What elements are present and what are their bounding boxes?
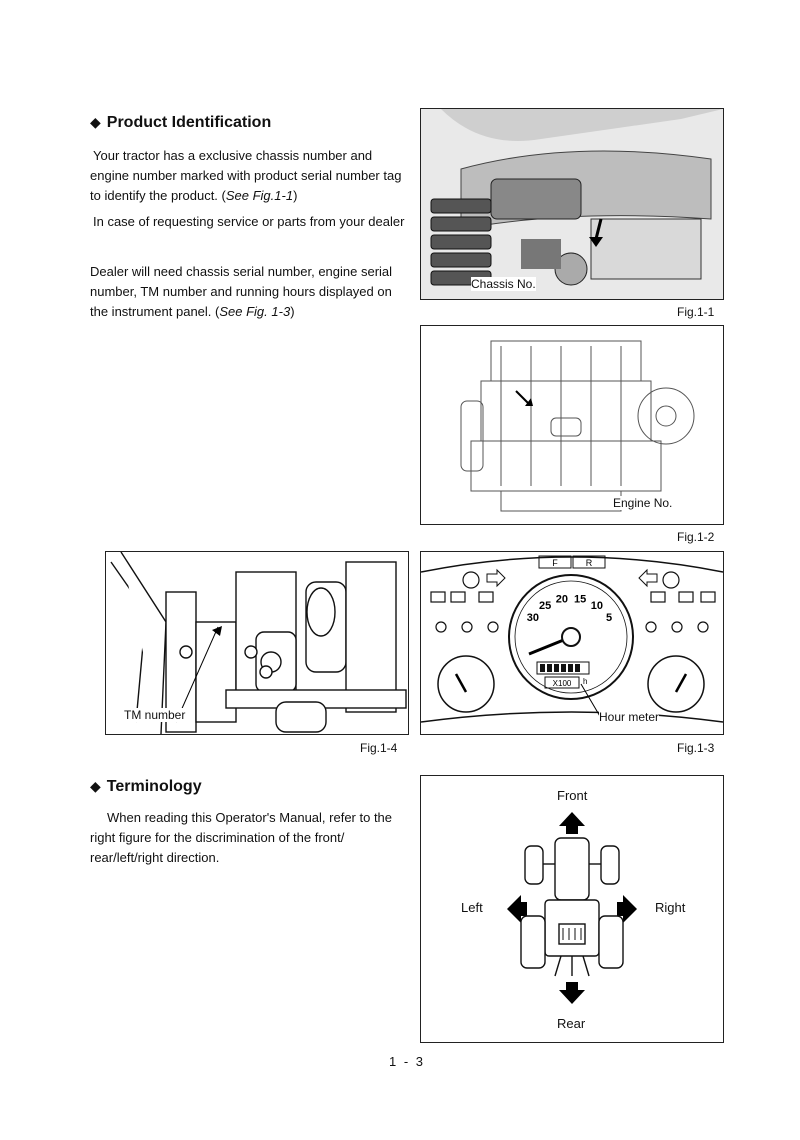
hour-meter-multiplier: X100 bbox=[552, 679, 572, 688]
figure-caption-1-2: Fig.1-2 bbox=[677, 530, 715, 544]
rear-arrow-icon bbox=[559, 982, 585, 1004]
gauge-number: 20 bbox=[555, 593, 569, 606]
paragraph-identification: Your tractor has a exclusive chassis number and engine number marked with product serial number tag to identify the product. (See Fig.1-1) bbox=[90, 148, 402, 203]
reverse-indicator: R bbox=[585, 558, 593, 568]
figure-engine-drawing bbox=[420, 325, 724, 525]
figure-reference: See Fig. 1-3 bbox=[219, 304, 291, 319]
figure-caption-1-1: Fig.1-1 bbox=[677, 305, 715, 319]
direction-label-right: Right bbox=[655, 900, 686, 915]
figure-caption-1-3: Fig.1-3 bbox=[677, 741, 715, 755]
chassis-number-label: Chassis No. bbox=[471, 277, 536, 291]
section-heading-product-identification: ◆ Product Identification bbox=[90, 114, 272, 131]
direction-label-left: Left bbox=[461, 900, 483, 915]
diamond-bullet-icon: ◆ bbox=[90, 114, 101, 130]
page-number: 1 - 3 bbox=[389, 1054, 426, 1069]
paragraph-dealer: Dealer will need chassis serial number, engine serial number, TM number and running hours displayed on the instrument panel. (See Fig. 1-3) bbox=[90, 264, 393, 319]
diamond-bullet-icon: ◆ bbox=[90, 778, 101, 794]
gauge-number: 10 bbox=[590, 600, 604, 612]
gauge-number: 5 bbox=[606, 612, 613, 625]
instrument-panel-illustration bbox=[421, 552, 723, 734]
chassis-illustration bbox=[421, 109, 723, 299]
engine-illustration bbox=[421, 326, 723, 524]
figure-transmission-drawing bbox=[105, 551, 409, 735]
gauge-number: 15 bbox=[573, 593, 587, 606]
paragraph-terminology: When reading this Operator's Manual, refer to the right figure for the discrimination of the front/ rear/left/right direction. bbox=[90, 810, 393, 865]
figure-direction-diagram bbox=[420, 775, 724, 1043]
figure-reference: See Fig.1-1 bbox=[225, 188, 294, 203]
engine-number-label: Engine No. bbox=[613, 496, 673, 510]
direction-label-front: Front bbox=[557, 788, 588, 803]
gauge-number: 30 bbox=[526, 612, 540, 625]
hour-meter-unit: h bbox=[583, 677, 588, 686]
transmission-illustration bbox=[106, 552, 408, 734]
hour-meter-label: Hour meter bbox=[599, 710, 660, 724]
paragraph-service: In case of requesting service or parts from your dealer bbox=[93, 214, 405, 229]
figure-caption-1-4: Fig.1-4 bbox=[360, 741, 398, 755]
gauge-number: 25 bbox=[538, 600, 552, 612]
figure-chassis-photo bbox=[420, 108, 724, 300]
forward-indicator: F bbox=[552, 558, 558, 568]
front-arrow-icon bbox=[559, 812, 585, 834]
direction-label-rear: Rear bbox=[557, 1016, 586, 1031]
section-heading-terminology: ◆ Terminology bbox=[90, 778, 202, 795]
tm-number-label: TM number bbox=[124, 708, 186, 722]
figure-instrument-panel bbox=[420, 551, 724, 735]
